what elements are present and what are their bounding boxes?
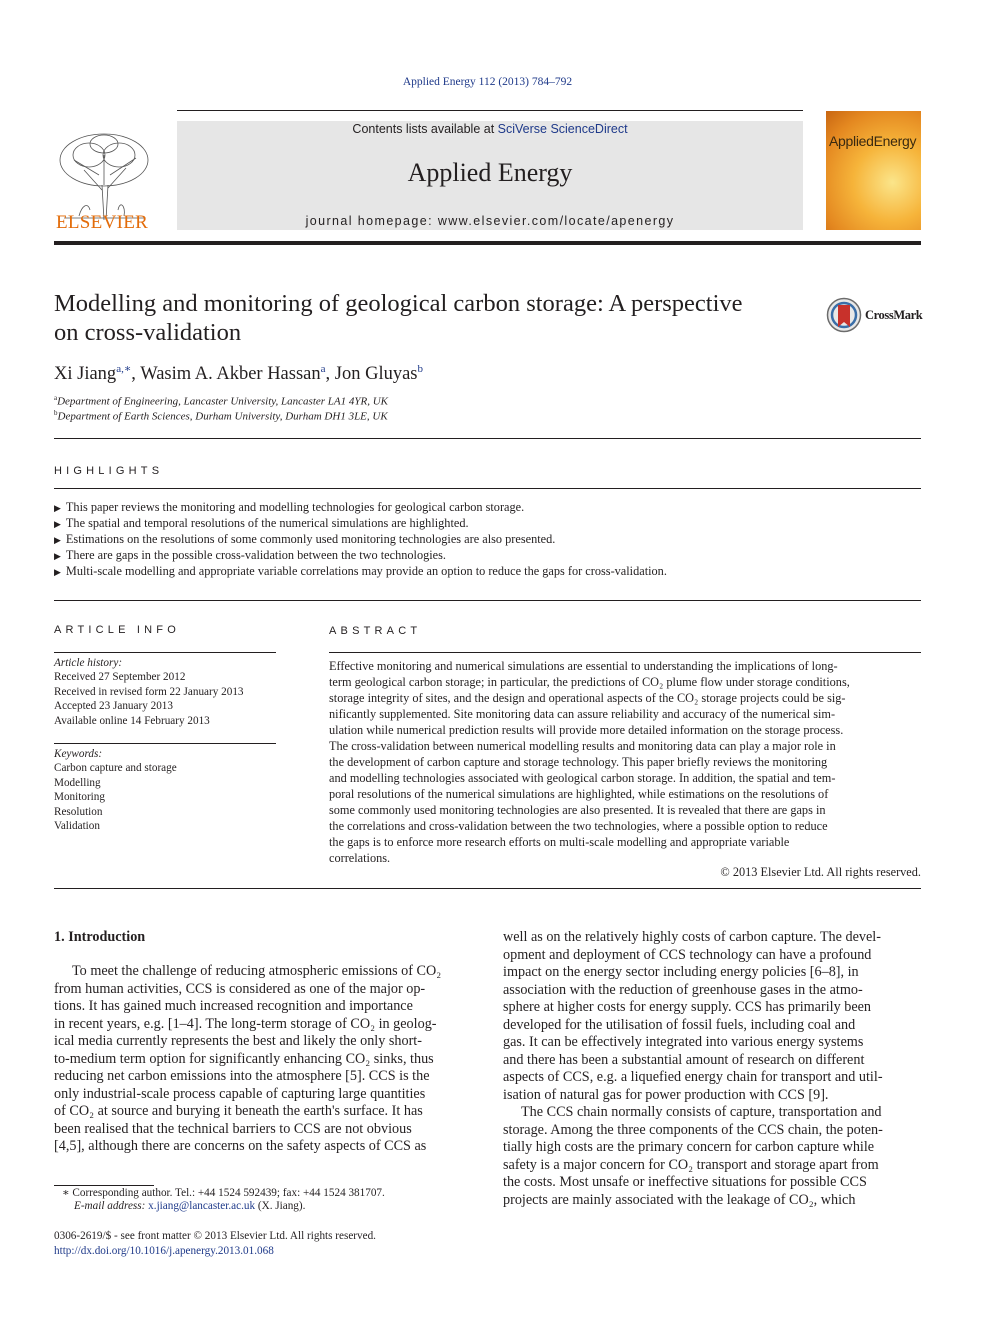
history-item: Available online 14 February 2013 bbox=[54, 714, 210, 727]
journal-title: Applied Energy bbox=[407, 158, 573, 187]
article-history bbox=[54, 656, 244, 728]
author-3-mark[interactable]: b bbox=[417, 363, 424, 375]
history-item: Received in revised form 22 January 2013 bbox=[54, 685, 244, 698]
divider bbox=[329, 652, 921, 653]
author-1[interactable]: Xi Jiang bbox=[54, 364, 117, 385]
keyword: Monitoring bbox=[54, 791, 105, 804]
contents-prefix: Contents lists available at bbox=[352, 122, 498, 136]
highlight-item: ▶ The spatial and temporal resolutions of the numerical simulations are highlighted. bbox=[54, 516, 469, 530]
crossmark-label[interactable]: CrossMark bbox=[865, 308, 923, 322]
title-line-1: Modelling and monitoring of geological carbon storage: A perspective bbox=[54, 290, 743, 317]
journal-reference[interactable]: Applied Energy 112 (2013) 784–792 bbox=[402, 76, 573, 88]
bullet-triangle-icon: ▶ bbox=[54, 536, 61, 546]
history-item: Accepted 23 January 2013 bbox=[54, 700, 173, 713]
body-left-column: To meet the challenge of reducing atmospheric emissions of CO₂ from human activities, CCS is considered as one of the major op- tions. It has gained much increased recognition and importance in recent years, e.g. [1–4]. The long-term storage of CO₂ in geolog- ical media currently represents the best and likely the only short- to-medium term option for significantly enhancing CO₂ sinks, thus reducing net carbon emissions into the atmosphere [5]. CCS is the only industrial-scale process capable of capturing large quantities of CO₂ at source and burying it beneath the earth's surface. It has been realised that the technical barriers to CCS are not obvious [4,5], although there are concerns on the safety aspects of CCS as bbox=[54, 963, 442, 1154]
corresponding-author-note: ∗ Corresponding author. Tel.: +44 1524 592439; fax: +44 1524 381707. bbox=[62, 1187, 385, 1199]
divider bbox=[54, 488, 921, 489]
highlight-item: ▶ There are gaps in the possible cross-validation between the two technologies. bbox=[54, 548, 446, 562]
copyright-notice: © 2013 Elsevier Ltd. All rights reserved. bbox=[720, 865, 921, 879]
email-label: E-mail address: bbox=[74, 1200, 149, 1212]
author-2-mark[interactable]: a bbox=[320, 363, 326, 375]
affiliation-a bbox=[54, 394, 388, 408]
crossmark-icon[interactable] bbox=[826, 297, 862, 333]
author-3[interactable]: Jon Gluyas bbox=[334, 364, 418, 385]
author-1-mark[interactable]: a,∗ bbox=[116, 363, 132, 375]
section-heading: 1. Introduction bbox=[54, 929, 146, 945]
email-note bbox=[74, 1200, 305, 1212]
highlight-item: ▶ Multi-scale modelling and appropriate variable correlations may provide an option to reduce the gaps for cross-validation. bbox=[54, 564, 667, 578]
bullet-triangle-icon: ▶ bbox=[54, 552, 61, 562]
elsevier-wordmark: ELSEVIER bbox=[56, 212, 149, 233]
header-thick-rule bbox=[54, 241, 921, 245]
keywords bbox=[54, 747, 177, 833]
author-sep: , bbox=[325, 364, 335, 385]
divider bbox=[54, 600, 921, 601]
bullet-triangle-icon: ▶ bbox=[54, 504, 61, 514]
abstract-body: Effective monitoring and numerical simulations are essential to understanding the implications of long- term geological carbon storage; in particular, the predictions of CO₂ plume flow under storage conditions, storage integrity of sites, and the design and operational aspects of the CO₂ storage projects could be sig- nificantly supplemented. Site monitoring data can assure reliability and accuracy of the numerical sim- ulation while numerical prediction results will provide more detailed information on the storage process. The cross-validation between numerical modelling results and monitoring data can play a major role in the development of carbon capture and storage technology. This paper briefly reviews the monitoring and modelling technologies associated with geological carbon storage. In addition, the spatial and tem- poral resolutions of the numerical simulations are highlighted, while estimations on the resolutions of some commonly used monitoring technologies are also presented. It is revealed that there are gaps in the correlations and cross-validation between the two technologies, where a possible option to reduce the gaps is to enforce more research efforts on multi-scale modelling and appropriate variable correlations. bbox=[329, 659, 850, 865]
paper-title bbox=[54, 289, 814, 347]
header-rule bbox=[177, 110, 803, 111]
title-line-2: on cross-validation bbox=[54, 319, 242, 346]
highlights-heading: HIGHLIGHTS bbox=[54, 465, 164, 477]
divider bbox=[54, 743, 276, 744]
email-link[interactable]: x.jiang@lancaster.ac.uk bbox=[148, 1200, 256, 1212]
author-list bbox=[54, 362, 423, 385]
affiliation-mark: a bbox=[54, 394, 58, 402]
keyword: Validation bbox=[54, 820, 100, 833]
divider bbox=[54, 652, 276, 653]
highlight-item: ▶ Estimations on the resolutions of some commonly used monitoring technologies are also presented. bbox=[54, 532, 556, 546]
issn-line: 0306-2619/$ - see front matter © 2013 Elsevier Ltd. All rights reserved. bbox=[54, 1230, 376, 1242]
bullet-triangle-icon: ▶ bbox=[54, 520, 61, 530]
keyword: Modelling bbox=[54, 776, 101, 789]
highlight-item: ▶ This paper reviews the monitoring and modelling technologies for geological carbon storage. bbox=[54, 500, 525, 514]
affiliation-text: Department of Engineering, Lancaster University, Lancaster LA1 4YR, UK bbox=[57, 395, 389, 408]
affiliation-text: Department of Earth Sciences, Durham University, Durham DH1 3LE, UK bbox=[57, 410, 388, 423]
author-sep: , bbox=[131, 364, 141, 385]
journal-cover-image bbox=[826, 111, 921, 230]
keywords-label: Keywords: bbox=[54, 748, 103, 760]
body-right-column: well as on the relatively highly costs of carbon capture. The devel- opment and deployment of CCS technology can have a profound impact on the energy sector including energy policies [6–8], in association with the reduction of greenhouse gases in the atmo- sphere at higher costs for energy supply. CCS has primarily been developed for the utilisation of fossil fuels, including coal and gas. It can be effectively integrated into various energy systems and there has been a substantial amount of research on different aspects of CCS, e.g. a liquefied energy chain for transport and util- isation of natural gas for power production with CCS [9]. The CCS chain normally consists of capture, transportation and storage. Among the three components of the CCS chain, the poten- tially high costs are the primary concern for carbon capture while safety is a major concern for CO₂ transport and storage apart from the costs. Most unsafe or ineffective situations for possible CCS projects are mainly associated with the leakage of CO₂, which bbox=[503, 929, 883, 1208]
history-item: Received 27 September 2012 bbox=[54, 671, 186, 684]
divider bbox=[54, 888, 921, 889]
abstract-heading: ABSTRACT bbox=[329, 625, 422, 637]
doi-link[interactable]: http://dx.doi.org/10.1016/j.apenergy.2013.01.068 bbox=[54, 1245, 274, 1257]
journal-homepage[interactable]: journal homepage: www.elsevier.com/locate/apenergy bbox=[305, 214, 675, 228]
affiliation-b bbox=[54, 409, 388, 423]
article-info-heading: ARTICLE INFO bbox=[54, 624, 180, 636]
bullet-triangle-icon: ▶ bbox=[54, 568, 61, 578]
history-label: Article history: bbox=[54, 657, 123, 669]
contents-line bbox=[177, 122, 803, 136]
sciencedirect-link[interactable]: SciVerse ScienceDirect bbox=[497, 122, 628, 136]
author-2[interactable]: Wasim A. Akber Hassan bbox=[140, 364, 321, 385]
keyword: Resolution bbox=[54, 805, 103, 818]
email-suffix: (X. Jiang). bbox=[255, 1200, 306, 1212]
cover-title: AppliedEnergy bbox=[829, 133, 917, 149]
keyword: Carbon capture and storage bbox=[54, 762, 177, 775]
divider bbox=[54, 438, 921, 439]
affiliation-mark: b bbox=[54, 409, 58, 417]
